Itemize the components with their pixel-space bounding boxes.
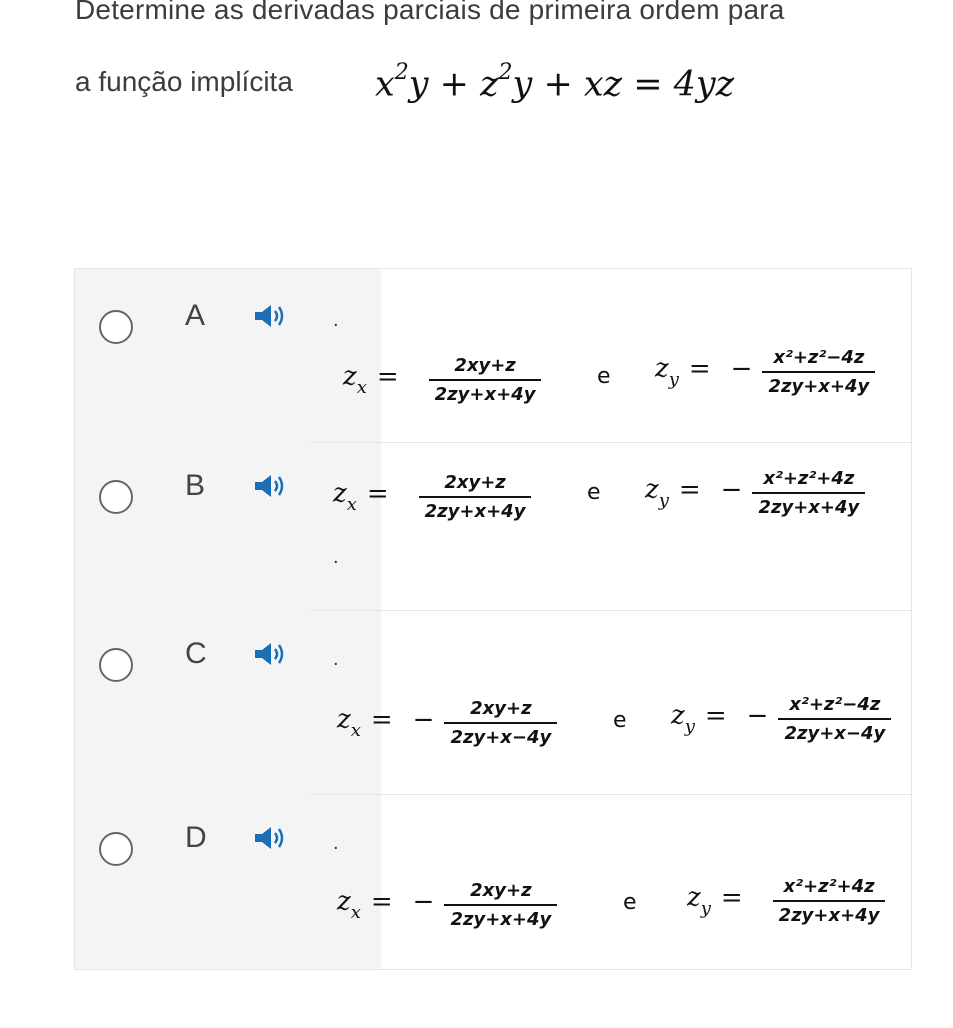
option-d[interactable] bbox=[75, 794, 913, 971]
zy-expression: zy = $\frac{\text{x²+z²+4z}}{2zy+x+4y}$ bbox=[687, 876, 885, 926]
dot: . bbox=[333, 832, 339, 854]
dot: . bbox=[333, 309, 339, 331]
zx-expression: zx = − $\frac{2xy+z}{2zy+x+4y}$ bbox=[337, 880, 557, 930]
option-letter: D bbox=[185, 821, 207, 854]
option-c[interactable] bbox=[75, 610, 913, 794]
question-line-1: Determine as derivadas parciais de primeira ordem para bbox=[75, 0, 785, 25]
radio-button-icon[interactable] bbox=[99, 648, 133, 682]
dot: . bbox=[333, 546, 339, 568]
speaker-icon[interactable] bbox=[253, 825, 287, 851]
option-a[interactable] bbox=[75, 269, 913, 442]
conjunction: e bbox=[613, 708, 627, 733]
zy-expression: zy = − $\frac{\text{x²+z²+4z}}{2zy+x+4y}$ bbox=[645, 468, 865, 518]
question-equation: $x^2y + z^2y$ + xz = 4yz bbox=[375, 60, 735, 105]
dot: . bbox=[333, 648, 339, 670]
options-panel bbox=[74, 268, 912, 970]
option-b[interactable] bbox=[75, 442, 913, 610]
speaker-icon[interactable] bbox=[253, 303, 287, 329]
option-letter: C bbox=[185, 637, 207, 670]
option-letter: B bbox=[185, 469, 206, 502]
radio-button-icon[interactable] bbox=[99, 310, 133, 344]
speaker-icon[interactable] bbox=[253, 641, 287, 667]
zy-expression: zy = − $\frac{\text{x²+z²−4z}}{2zy+x+4y}$ bbox=[655, 347, 875, 397]
speaker-icon[interactable] bbox=[253, 473, 287, 499]
radio-button-icon[interactable] bbox=[99, 480, 133, 514]
conjunction: e bbox=[623, 890, 637, 915]
zx-expression: zx = $\frac{2xy+z}{2zy+x+4y}$ bbox=[343, 355, 541, 405]
conjunction: e bbox=[597, 364, 611, 389]
zy-expression: zy = − $\frac{\text{x²+z²−4z}}{2zy+x-4y}$ bbox=[671, 694, 891, 744]
radio-button-icon[interactable] bbox=[99, 832, 133, 866]
question-line-2: a função implícita bbox=[75, 66, 293, 97]
zx-expression: zx = − $\frac{2xy+z}{2zy+x-4y}$ bbox=[337, 698, 557, 748]
conjunction: e bbox=[587, 480, 601, 505]
option-letter: A bbox=[185, 299, 206, 332]
zx-expression: zx = $\frac{2xy+z}{2zy+x+4y}$ bbox=[333, 472, 531, 522]
